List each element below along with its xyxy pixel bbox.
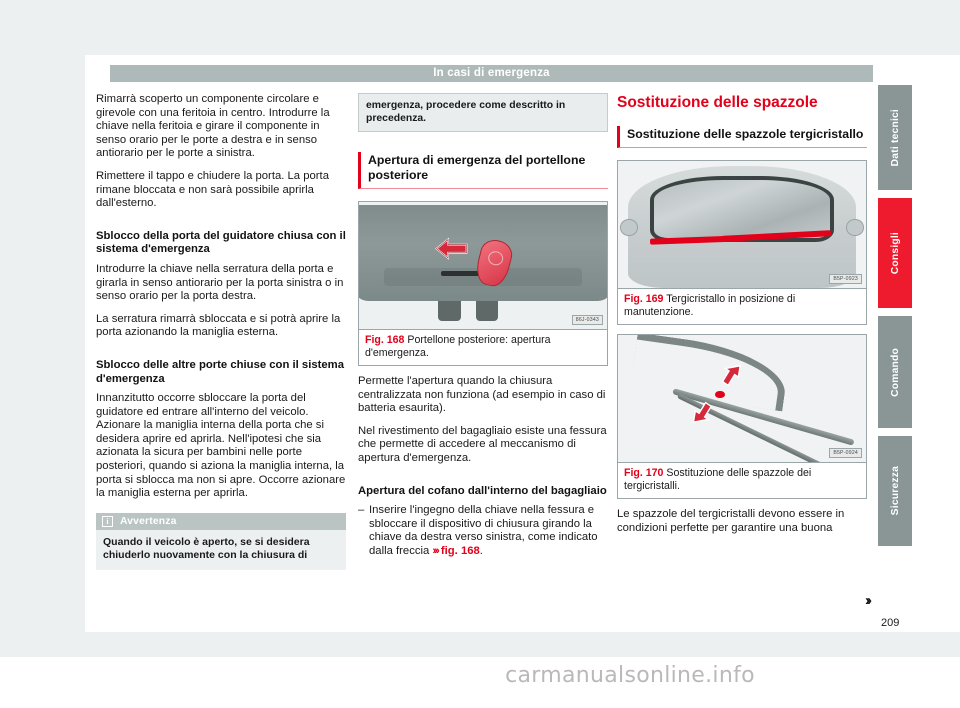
- continuation-note-box: emergenza, procedere come descritto in precedenza.: [358, 93, 608, 132]
- figure-169-caption-text: Tergicristallo in posizione di manutenzione.: [624, 293, 796, 318]
- figure-169: [617, 160, 867, 325]
- chapter-title: Sostituzione delle spazzole: [617, 94, 818, 111]
- column-left: [96, 93, 346, 570]
- figure-168-caption: [359, 330, 607, 365]
- advice-panel: [96, 513, 346, 570]
- thumb-index-tabs: [878, 85, 912, 554]
- column-right: [617, 93, 867, 535]
- tab-label: Comando: [889, 347, 901, 397]
- figure-170: [617, 334, 867, 499]
- list-item-trailing-text: .: [479, 544, 483, 557]
- figure-168: [358, 201, 608, 366]
- section-title-wiper-blades: [617, 126, 867, 148]
- figure-169-code: B5P-0923: [829, 274, 862, 284]
- spacer: [358, 475, 608, 481]
- latch-tab-left: [438, 301, 460, 321]
- figure-168-image: [359, 202, 607, 330]
- figure-168-caption-text: Portellone posteriore: apertura d'emergenza.: [365, 334, 551, 359]
- mirror-left: [620, 219, 637, 236]
- figure-168-code: 86J-0343: [572, 315, 603, 325]
- advice-panel-text: Quando il veicolo è aperto, se si desidera chiuderlo nuovamente con la chiusura di: [96, 530, 346, 570]
- figure-170-code: B5P-0924: [829, 448, 862, 458]
- section-title-text: Apertura di emergenza del portellone posteriore: [368, 153, 586, 182]
- spacer: [96, 349, 346, 355]
- figure-169-image: [618, 161, 866, 289]
- figure-169-label: Fig. 169: [624, 293, 664, 305]
- tab-comando[interactable]: [878, 316, 912, 428]
- paragraph: Le spazzole del tergicristalli devono essere in condizioni perfette per garantire una buona: [617, 508, 845, 534]
- figure-170-caption-text: Sostituzione delle spazzole dei tergicristalli.: [624, 467, 812, 492]
- spacer: [96, 220, 346, 226]
- advice-panel-title: Avvertenza: [120, 515, 177, 527]
- advice-panel-header: [96, 513, 346, 530]
- watermark-text: carmanualsonline.info: [505, 663, 755, 688]
- info-icon: i: [102, 516, 113, 527]
- figure-169-caption: [618, 289, 866, 324]
- section-title-emergency-tailgate: [358, 152, 608, 189]
- tab-label: Consigli: [889, 231, 901, 275]
- down-left-arrow-icon: [712, 363, 752, 391]
- page-number: 209: [881, 617, 900, 629]
- paragraph: Rimarrà scoperto un componente circolare e girevole con una feritoia in centro. Introdurre la chiave nella feritoia e girare il componente in senso orario per le porte a destra e in senso antiorario per le porte a sinistra.: [96, 93, 330, 160]
- dash-bullet: –: [358, 504, 365, 517]
- left-arrow-icon: [423, 236, 480, 261]
- subheading: Apertura del cofano dall'interno del bagagliaio: [358, 484, 607, 497]
- tab-sicurezza[interactable]: [878, 436, 912, 546]
- cross-reference-link[interactable]: fig. 168: [440, 544, 480, 557]
- figure-170-image: [618, 335, 866, 463]
- tab-label: Sicurezza: [889, 466, 901, 516]
- list-item-main-text: Inserire l'ingegno della chiave nella fessura e sbloccare il dispositivo di chiusura girando la chiave da destra verso sinistra, come indicato dalla freccia: [369, 504, 598, 557]
- subheading: Sblocco delle altre porte chiuse con il sistema d'emergenza: [96, 358, 344, 385]
- watermark: [0, 663, 960, 688]
- mirror-right: [846, 219, 863, 236]
- paragraph: Rimettere il tappo e chiudere la porta. La porta rimane bloccata e non sarà possibile aprirla dall'esterno.: [96, 169, 329, 210]
- tab-label: Dati tecnici: [889, 108, 901, 167]
- figure-168-label: Fig. 168: [365, 334, 405, 346]
- tab-dati-tecnici[interactable]: [878, 85, 912, 190]
- column-middle: [358, 93, 608, 559]
- running-head: In casi di emergenza: [110, 65, 873, 82]
- figure-170-label: Fig. 170: [624, 467, 664, 479]
- paragraph: Nel rivestimento del bagagliaio esiste una fessura che permette di accedere al meccanismo di apertura d'emergenza.: [358, 424, 607, 464]
- paragraph: Innanzitutto occorre sbloccare la porta del guidatore ed entrare all'interno del veicolo. Azionare la maniglia interna della porta che si desidera aprire ed aprirla. Nell'ipotesi che sia azionata la sicura per bambini nelle porte posteriori, quando si aziona la maniglia interna, la porta si sblocca ma non si apre. Occorre azionare la maniglia esterna per aprirla.: [96, 392, 346, 500]
- page-continuation-icon: ››: [865, 592, 869, 609]
- cross-reference-chevron-icon: ›››: [432, 544, 438, 557]
- tab-consigli[interactable]: [878, 198, 912, 308]
- latch-tab-right: [476, 301, 498, 321]
- section-title-text: Sostituzione delle spazzole tergicristallo: [627, 127, 864, 141]
- figure-170-caption: [618, 463, 866, 498]
- subheading: Sblocco della porta del guidatore chiusa con il sistema d'emergenza: [96, 229, 346, 256]
- up-right-arrow-icon: [682, 397, 722, 425]
- paragraph: Introdurre la chiave nella serratura della porta e girarla in senso antiorario per la porta sinistra o in senso orario per la porta destra.: [96, 262, 344, 303]
- paragraph: Permette l'apertura quando la chiusura centralizzata non funziona (ad esempio in caso di batteria esaurita).: [358, 375, 606, 415]
- list-item-text: [369, 504, 608, 558]
- paragraph: La serratura rimarrà sbloccata e si potrà aprire la porta azionando la maniglia esterna.: [96, 312, 341, 339]
- list-item: [358, 504, 608, 558]
